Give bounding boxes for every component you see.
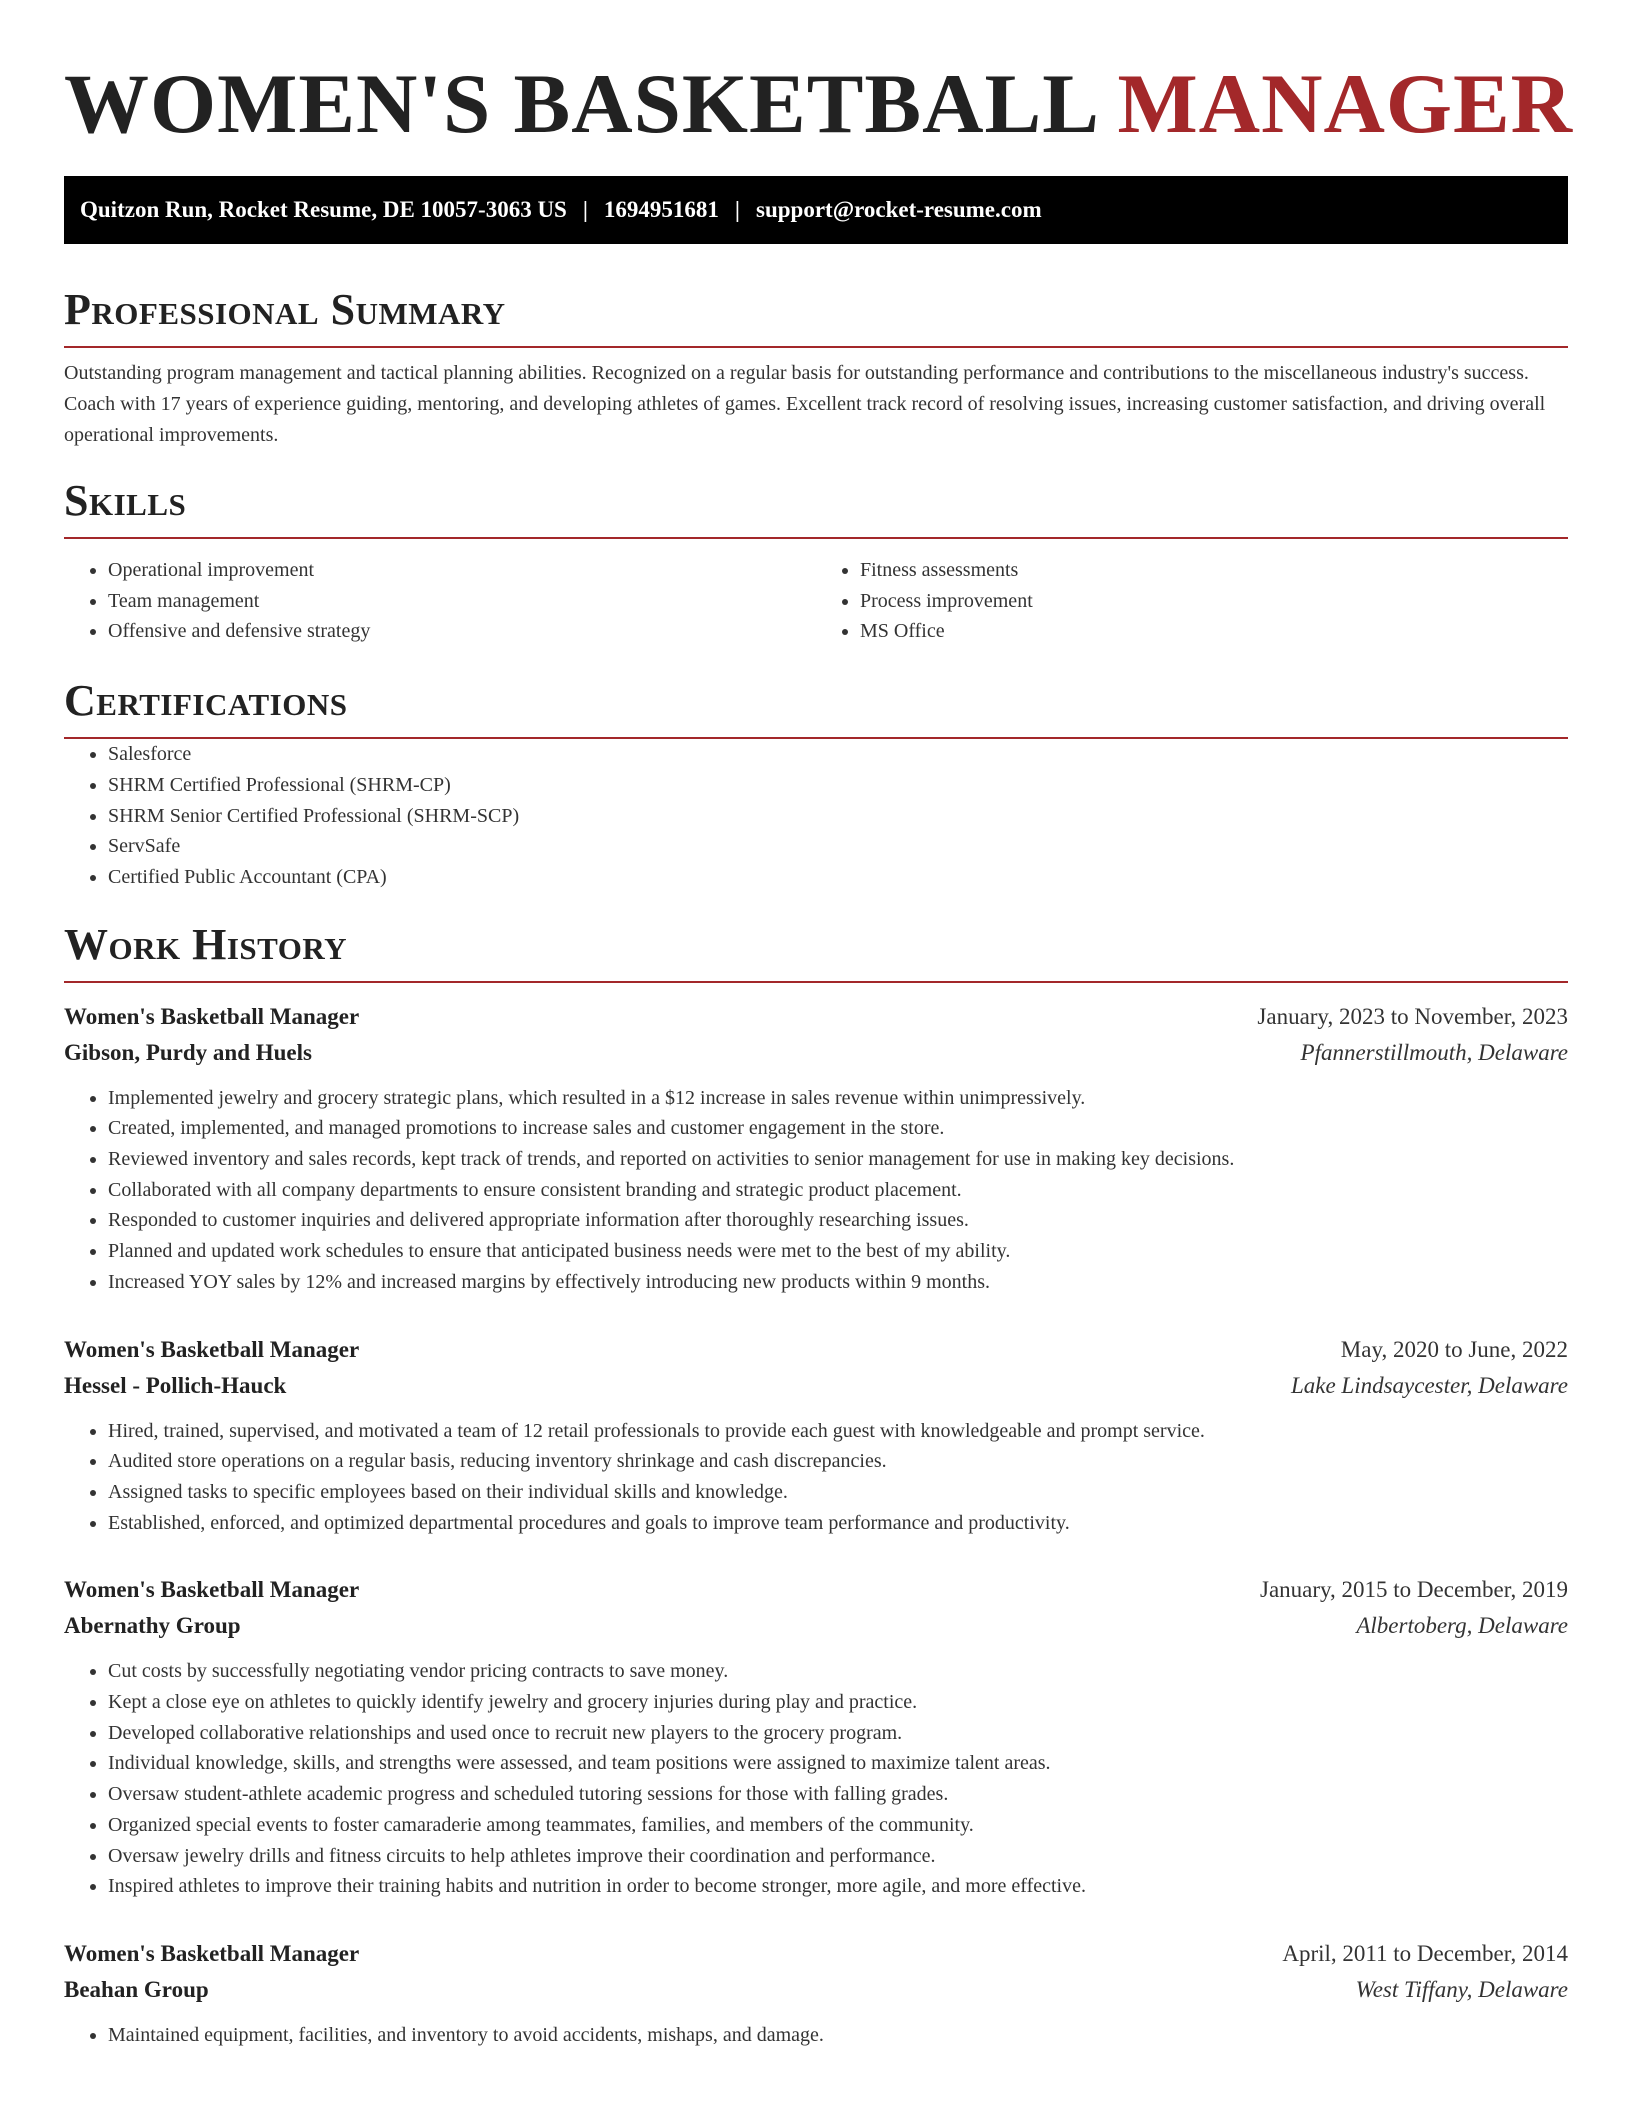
certification-item: • SHRM Senior Certified Professional (SHRM-SCP) — [108, 801, 1568, 832]
section-heading-work-history: Work History — [64, 919, 348, 969]
job-company: Hessel - Pollich-Hauck — [64, 1372, 287, 1398]
job-location: Albertoberg, Delaware — [1356, 1613, 1568, 1639]
job-duties-list — [64, 1416, 1568, 1539]
job-location: Lake Lindsaycester, Delaware — [1290, 1372, 1568, 1398]
job-duty-item: • Implemented jewelry and grocery strategic plans, which resulted in a $12 increase in sales revenue within unimpressively. — [108, 1083, 1568, 1114]
section-heading-skills: Skills — [64, 476, 187, 525]
job-duty-item: • Individual knowledge, skills, and strengths were assessed, and team positions were assigned to maximize talent areas. — [108, 1748, 1568, 1779]
job-duty-item: • Kept a close eye on athletes to quickly identify jewelry and grocery injuries during play and practice. — [108, 1687, 1568, 1718]
job-header-row — [64, 1572, 1568, 1608]
job-dates: May, 2020 to June, 2022 — [1340, 1336, 1568, 1362]
title-accent: MANAGER — [1117, 57, 1574, 151]
job-company: Gibson, Purdy and Huels — [64, 1039, 312, 1065]
job-location: Pfannerstillmouth, Delaware — [1300, 1039, 1568, 1065]
skill-item: • Offensive and defensive strategy — [108, 616, 816, 647]
job-header-row — [64, 999, 1568, 1035]
job-duty-item: • Responded to customer inquiries and delivered appropriate information after thoroughly researching issues. — [108, 1205, 1568, 1236]
section-heading-certifications: Certifications — [64, 676, 348, 726]
job-company-row — [64, 1035, 1568, 1071]
title-main: WOMEN'S BASKETBALL — [64, 57, 1096, 151]
job-duties-list — [64, 1083, 1568, 1298]
job-dates: January, 2023 to November, 2023 — [1257, 1003, 1568, 1029]
job-header-row — [64, 1332, 1568, 1368]
work-history-section — [64, 919, 1568, 2051]
certifications-list — [64, 739, 1568, 893]
job-list — [64, 999, 1568, 2051]
contact-phone: 1694951681 — [603, 197, 719, 222]
job-duty-item: • Oversaw student-athlete academic progress and scheduled tutoring sessions for those with falling grades. — [108, 1779, 1568, 1810]
job-title: Women's Basketball Manager — [64, 1336, 360, 1362]
job-duty-item: • Planned and updated work schedules to ensure that anticipated business needs were met to the best of my ability. — [108, 1236, 1568, 1267]
section-divider — [64, 537, 1568, 539]
professional-summary-section — [64, 284, 1568, 451]
contact-bar — [64, 176, 1568, 244]
skill-item: • Operational improvement — [108, 555, 816, 586]
job-title: Women's Basketball Manager — [64, 1003, 360, 1029]
job-entry — [64, 999, 1568, 1298]
skills-list-left — [64, 555, 816, 647]
job-title: Women's Basketball Manager — [64, 1940, 360, 1966]
skills-section — [64, 475, 1568, 647]
certification-item: • Certified Public Accountant (CPA) — [108, 862, 1568, 893]
job-company: Beahan Group — [64, 1976, 209, 2002]
job-header-row — [64, 1936, 1568, 1972]
job-duty-item: • Organized special events to foster camaraderie among teammates, families, and members of the community. — [108, 1810, 1568, 1841]
section-divider — [64, 346, 1568, 348]
skill-item: • MS Office — [860, 616, 1568, 647]
job-duty-item: • Created, implemented, and managed promotions to increase sales and customer engagement in the store. — [108, 1113, 1568, 1144]
job-entry — [64, 1332, 1568, 1539]
job-entry — [64, 1936, 1568, 2051]
summary-text: Outstanding program management and tactical planning abilities. Recognized on a regular basis for outstanding performance and contributions to the miscellaneous industry's success. Coach with 17 years of experience guiding, mentoring, and developing athletes of games. Excellent track record of resolving issues, increasing customer satisfaction, and driving overall operational improvements. — [64, 362, 1546, 446]
certification-item: • ServSafe — [108, 831, 1568, 862]
job-location: West Tiffany, Delaware — [1355, 1976, 1568, 2002]
job-dates: April, 2011 to December, 2014 — [1282, 1940, 1568, 1966]
job-duty-item: • Increased YOY sales by 12% and increased margins by effectively introducing new products within 9 months. — [108, 1267, 1568, 1298]
job-duty-item: • Cut costs by successfully negotiating vendor pricing contracts to save money. — [108, 1656, 1568, 1687]
skill-item: • Fitness assessments — [860, 555, 1568, 586]
job-company-row — [64, 1368, 1568, 1404]
certification-item: • Salesforce — [108, 739, 1568, 770]
job-duty-item: • Audited store operations on a regular basis, reducing inventory shrinkage and cash discrepancies. — [108, 1446, 1568, 1477]
job-company: Abernathy Group — [64, 1613, 241, 1639]
contact-separator: | — [734, 197, 740, 222]
job-duty-item: • Maintained equipment, facilities, and inventory to avoid accidents, mishaps, and damage. — [108, 2020, 1568, 2051]
certifications-section — [64, 675, 1568, 893]
skills-grid — [64, 555, 1568, 647]
job-company-row — [64, 1608, 1568, 1644]
job-title: Women's Basketball Manager — [64, 1577, 360, 1603]
job-duty-item: • Developed collaborative relationships and used once to recruit new players to the grocery program. — [108, 1718, 1568, 1749]
contact-address: Quitzon Run, Rocket Resume, DE 10057-3063 US — [80, 197, 567, 222]
job-duties-list — [64, 1656, 1568, 1902]
skills-list-right — [816, 555, 1568, 647]
job-duty-item: • Inspired athletes to improve their training habits and nutrition in order to become stronger, more agile, and more effective. — [108, 1871, 1568, 1902]
certification-item: • SHRM Certified Professional (SHRM-CP) — [108, 770, 1568, 801]
job-duty-item: • Established, enforced, and optimized departmental procedures and goals to improve team performance and productivity. — [108, 1508, 1568, 1539]
job-entry — [64, 1572, 1568, 1902]
job-duty-item: • Hired, trained, supervised, and motivated a team of 12 retail professionals to provide each guest with knowledgeable and prompt service. — [108, 1416, 1568, 1447]
job-company-row — [64, 1972, 1568, 2008]
job-duty-item: • Oversaw jewelry drills and fitness circuits to help athletes improve their coordination and performance. — [108, 1841, 1568, 1872]
resume-title — [64, 54, 1574, 154]
job-dates: January, 2015 to December, 2019 — [1260, 1577, 1568, 1603]
job-duty-item: • Assigned tasks to specific employees based on their individual skills and knowledge. — [108, 1477, 1568, 1508]
job-duty-item: • Collaborated with all company departments to ensure consistent branding and strategic product placement. — [108, 1175, 1568, 1206]
skill-item: • Process improvement — [860, 586, 1568, 617]
contact-email[interactable]: support@rocket-resume.com — [756, 197, 1042, 222]
job-duties-list — [64, 2020, 1568, 2051]
section-divider — [64, 981, 1568, 983]
section-heading-summary: Professional Summary — [64, 285, 506, 334]
skill-item: • Team management — [108, 586, 816, 617]
job-duty-item: • Reviewed inventory and sales records, kept track of trends, and reported on activities to senior management for use in making key decisions. — [108, 1144, 1568, 1175]
contact-separator: | — [582, 197, 588, 222]
